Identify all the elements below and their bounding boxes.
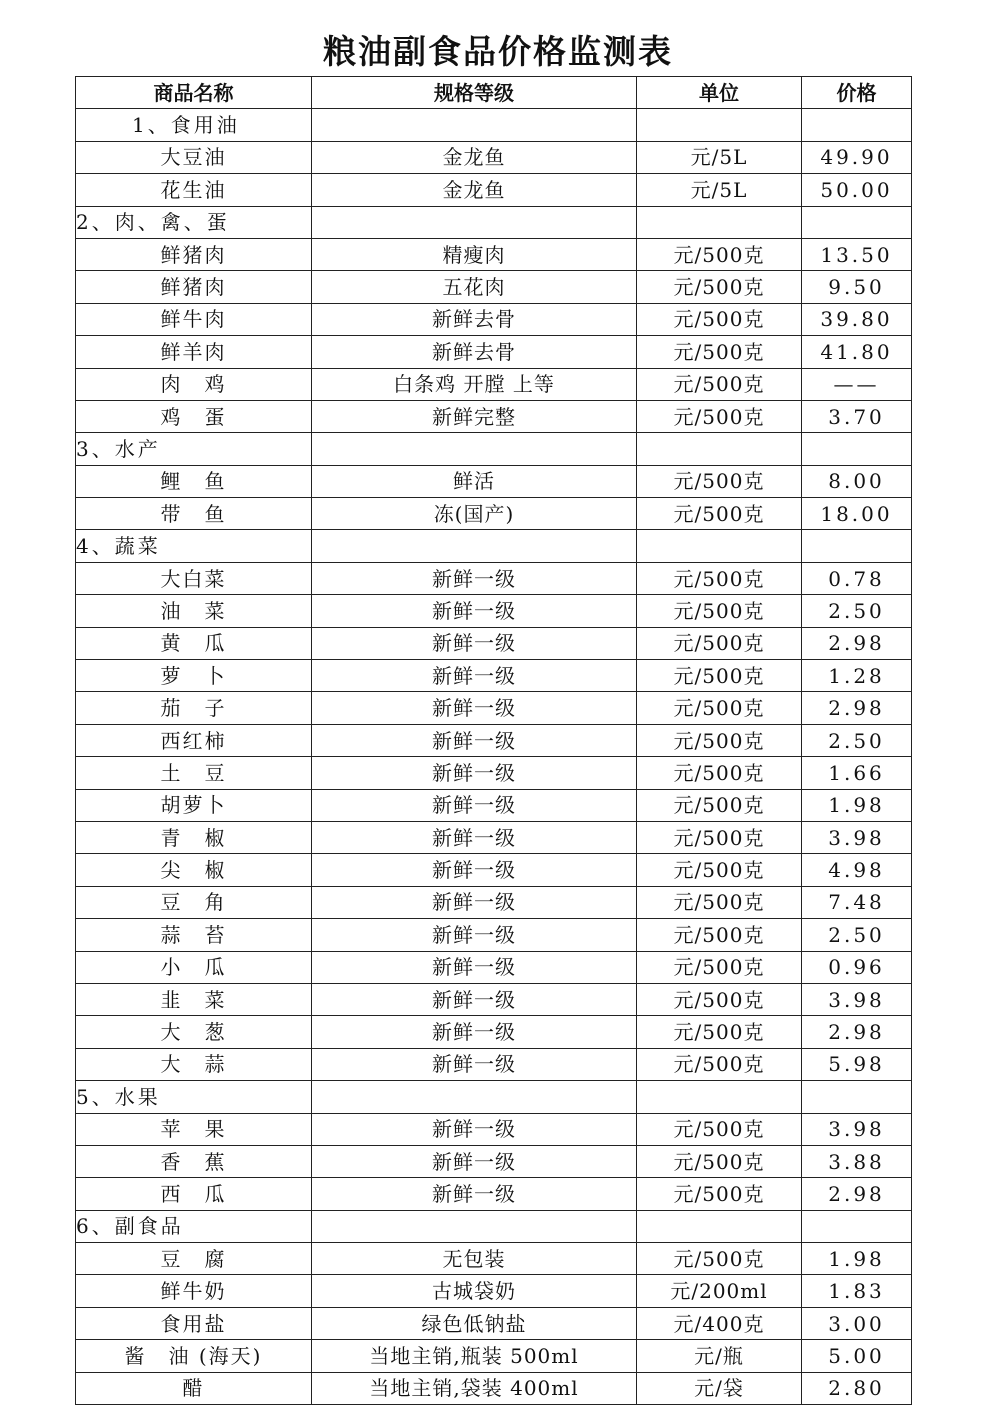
item-spec: 新鲜一级 xyxy=(312,692,637,724)
item-spec: 新鲜一级 xyxy=(312,757,637,789)
item-unit: 元/500克 xyxy=(637,660,802,692)
item-unit: 元/5L xyxy=(637,174,802,206)
item-name: 带 鱼 xyxy=(76,498,312,530)
item-spec: 新鲜一级 xyxy=(312,1016,637,1048)
item-spec: 精瘦肉 xyxy=(312,238,637,270)
header-price: 价格 xyxy=(802,77,912,109)
table-row xyxy=(76,336,912,368)
table-row xyxy=(76,983,912,1015)
item-name: 青 椒 xyxy=(76,821,312,853)
item-name: 茄 子 xyxy=(76,692,312,724)
table-row xyxy=(76,854,912,886)
item-unit: 元/500克 xyxy=(637,1048,802,1080)
item-price: 5.00 xyxy=(802,1340,912,1372)
item-price: 2.50 xyxy=(802,919,912,951)
table-row xyxy=(76,627,912,659)
item-spec: 新鲜一级 xyxy=(312,1145,637,1177)
item-price: 3.98 xyxy=(802,821,912,853)
item-unit: 元/500克 xyxy=(637,1016,802,1048)
item-spec: 新鲜去骨 xyxy=(312,336,637,368)
item-price: 2.98 xyxy=(802,1178,912,1210)
category-row xyxy=(76,109,912,141)
item-name: 韭 菜 xyxy=(76,983,312,1015)
item-unit: 元/500克 xyxy=(637,336,802,368)
table-row xyxy=(76,1113,912,1145)
category-row xyxy=(76,433,912,465)
item-name: 鸡 蛋 xyxy=(76,400,312,432)
item-name: 西 瓜 xyxy=(76,1178,312,1210)
empty-cell xyxy=(312,206,637,238)
price-table xyxy=(75,76,912,1405)
item-price: 2.50 xyxy=(802,595,912,627)
item-price: 4.98 xyxy=(802,854,912,886)
item-name: 大豆油 xyxy=(76,141,312,173)
table-row xyxy=(76,1307,912,1339)
header-unit: 单位 xyxy=(637,77,802,109)
item-unit: 元/500克 xyxy=(637,465,802,497)
item-name: 胡萝卜 xyxy=(76,789,312,821)
category-row xyxy=(76,1210,912,1242)
table-row xyxy=(76,1145,912,1177)
item-price: —— xyxy=(802,368,912,400)
item-price: 1.98 xyxy=(802,789,912,821)
item-price: 0.96 xyxy=(802,951,912,983)
table-row xyxy=(76,821,912,853)
empty-cell xyxy=(637,1210,802,1242)
item-price: 3.98 xyxy=(802,1113,912,1145)
empty-cell xyxy=(637,433,802,465)
item-price: 49.90 xyxy=(802,141,912,173)
table-row xyxy=(76,1275,912,1307)
empty-cell xyxy=(637,530,802,562)
item-spec: 新鲜一级 xyxy=(312,1178,637,1210)
header-row xyxy=(76,77,912,109)
item-name: 香 蕉 xyxy=(76,1145,312,1177)
item-name: 鲜牛奶 xyxy=(76,1275,312,1307)
item-spec: 新鲜一级 xyxy=(312,1113,637,1145)
table-row xyxy=(76,174,912,206)
item-price: 1.28 xyxy=(802,660,912,692)
empty-cell xyxy=(802,206,912,238)
item-price: 50.00 xyxy=(802,174,912,206)
item-price: 2.98 xyxy=(802,1016,912,1048)
item-price: 9.50 xyxy=(802,271,912,303)
table-row xyxy=(76,951,912,983)
item-name: 鲤 鱼 xyxy=(76,465,312,497)
item-unit: 元/500克 xyxy=(637,951,802,983)
item-name: 鲜牛肉 xyxy=(76,303,312,335)
item-unit: 元/500克 xyxy=(637,400,802,432)
table-row xyxy=(76,1178,912,1210)
item-unit: 元/200ml xyxy=(637,1275,802,1307)
header-name: 商品名称 xyxy=(76,77,312,109)
item-name: 豆 角 xyxy=(76,886,312,918)
table-row xyxy=(76,724,912,756)
empty-cell xyxy=(802,433,912,465)
item-spec: 新鲜一级 xyxy=(312,789,637,821)
empty-cell xyxy=(312,530,637,562)
item-spec: 金龙鱼 xyxy=(312,141,637,173)
item-spec: 新鲜一级 xyxy=(312,1048,637,1080)
table-row xyxy=(76,692,912,724)
category-label: 2、肉、禽、蛋 xyxy=(76,206,312,238)
item-unit: 元/500克 xyxy=(637,789,802,821)
item-spec: 当地主销,瓶装 500ml xyxy=(312,1340,637,1372)
empty-cell xyxy=(802,1081,912,1113)
category-label: 6、副食品 xyxy=(76,1210,312,1242)
item-unit: 元/瓶 xyxy=(637,1340,802,1372)
item-name: 酱 油 (海天) xyxy=(76,1340,312,1372)
item-spec: 新鲜一级 xyxy=(312,983,637,1015)
empty-cell xyxy=(637,109,802,141)
item-price: 1.66 xyxy=(802,757,912,789)
item-unit: 元/500克 xyxy=(637,983,802,1015)
item-unit: 元/500克 xyxy=(637,1113,802,1145)
item-unit: 元/袋 xyxy=(637,1372,802,1404)
table-row xyxy=(76,400,912,432)
item-unit: 元/500克 xyxy=(637,271,802,303)
item-name: 油 菜 xyxy=(76,595,312,627)
item-spec: 新鲜一级 xyxy=(312,821,637,853)
item-unit: 元/500克 xyxy=(637,724,802,756)
item-name: 大 蒜 xyxy=(76,1048,312,1080)
table-row xyxy=(76,238,912,270)
item-spec: 鲜活 xyxy=(312,465,637,497)
item-name: 鲜羊肉 xyxy=(76,336,312,368)
item-price: 3.98 xyxy=(802,983,912,1015)
item-name: 小 瓜 xyxy=(76,951,312,983)
item-price: 2.98 xyxy=(802,692,912,724)
item-name: 蒜 苔 xyxy=(76,919,312,951)
table-row xyxy=(76,886,912,918)
item-name: 花生油 xyxy=(76,174,312,206)
item-unit: 元/500克 xyxy=(637,595,802,627)
category-label: 5、水果 xyxy=(76,1081,312,1113)
table-row xyxy=(76,1243,912,1275)
item-price: 39.80 xyxy=(802,303,912,335)
item-unit: 元/500克 xyxy=(637,238,802,270)
item-name: 黄 瓜 xyxy=(76,627,312,659)
table-row xyxy=(76,660,912,692)
item-name: 豆 腐 xyxy=(76,1243,312,1275)
item-name: 肉 鸡 xyxy=(76,368,312,400)
item-spec: 新鲜一级 xyxy=(312,562,637,594)
category-row xyxy=(76,206,912,238)
item-unit: 元/500克 xyxy=(637,1145,802,1177)
item-price: 8.00 xyxy=(802,465,912,497)
item-price: 3.88 xyxy=(802,1145,912,1177)
page-title: 粮油副食品价格监测表 xyxy=(323,32,673,71)
item-price: 1.83 xyxy=(802,1275,912,1307)
item-spec: 新鲜一级 xyxy=(312,724,637,756)
table-row xyxy=(76,141,912,173)
table-row xyxy=(76,1340,912,1372)
item-unit: 元/500克 xyxy=(637,498,802,530)
item-price: 18.00 xyxy=(802,498,912,530)
table-row xyxy=(76,303,912,335)
item-name: 食用盐 xyxy=(76,1307,312,1339)
item-spec: 古城袋奶 xyxy=(312,1275,637,1307)
item-spec: 新鲜一级 xyxy=(312,854,637,886)
table-row xyxy=(76,789,912,821)
item-price: 2.80 xyxy=(802,1372,912,1404)
item-name: 萝 卜 xyxy=(76,660,312,692)
item-spec: 新鲜去骨 xyxy=(312,303,637,335)
item-spec: 新鲜一级 xyxy=(312,627,637,659)
table-row xyxy=(76,1016,912,1048)
table-row xyxy=(76,368,912,400)
item-name: 西红柿 xyxy=(76,724,312,756)
item-spec: 新鲜完整 xyxy=(312,400,637,432)
category-label: 1、食用油 xyxy=(76,109,312,141)
item-spec: 冻(国产) xyxy=(312,498,637,530)
item-price: 41.80 xyxy=(802,336,912,368)
table-row xyxy=(76,919,912,951)
item-price: 7.48 xyxy=(802,886,912,918)
item-unit: 元/400克 xyxy=(637,1307,802,1339)
item-spec: 白条鸡 开膛 上等 xyxy=(312,368,637,400)
header-spec: 规格等级 xyxy=(312,77,637,109)
item-unit: 元/500克 xyxy=(637,919,802,951)
category-row xyxy=(76,1081,912,1113)
item-unit: 元/500克 xyxy=(637,821,802,853)
category-label: 3、水产 xyxy=(76,433,312,465)
category-label: 4、蔬菜 xyxy=(76,530,312,562)
item-name: 尖 椒 xyxy=(76,854,312,886)
empty-cell xyxy=(802,1210,912,1242)
table-row xyxy=(76,271,912,303)
item-spec: 新鲜一级 xyxy=(312,660,637,692)
item-unit: 元/500克 xyxy=(637,854,802,886)
item-spec: 新鲜一级 xyxy=(312,951,637,983)
table-row xyxy=(76,1048,912,1080)
item-name: 大白菜 xyxy=(76,562,312,594)
category-row xyxy=(76,530,912,562)
empty-cell xyxy=(637,1081,802,1113)
item-spec: 无包装 xyxy=(312,1243,637,1275)
item-spec: 五花肉 xyxy=(312,271,637,303)
item-price: 3.00 xyxy=(802,1307,912,1339)
empty-cell xyxy=(637,206,802,238)
item-unit: 元/5L xyxy=(637,141,802,173)
item-price: 2.98 xyxy=(802,627,912,659)
empty-cell xyxy=(802,530,912,562)
item-unit: 元/500克 xyxy=(637,627,802,659)
item-unit: 元/500克 xyxy=(637,562,802,594)
item-spec: 新鲜一级 xyxy=(312,595,637,627)
item-name: 大 葱 xyxy=(76,1016,312,1048)
item-unit: 元/500克 xyxy=(637,757,802,789)
table-row xyxy=(76,757,912,789)
item-name: 土 豆 xyxy=(76,757,312,789)
table-body xyxy=(76,109,912,1405)
item-unit: 元/500克 xyxy=(637,692,802,724)
item-name: 醋 xyxy=(76,1372,312,1404)
empty-cell xyxy=(802,109,912,141)
item-price: 0.78 xyxy=(802,562,912,594)
empty-cell xyxy=(312,433,637,465)
item-unit: 元/500克 xyxy=(637,886,802,918)
item-price: 3.70 xyxy=(802,400,912,432)
empty-cell xyxy=(312,1210,637,1242)
empty-cell xyxy=(312,109,637,141)
item-unit: 元/500克 xyxy=(637,1243,802,1275)
item-price: 1.98 xyxy=(802,1243,912,1275)
item-name: 苹 果 xyxy=(76,1113,312,1145)
item-unit: 元/500克 xyxy=(637,1178,802,1210)
item-spec: 当地主销,袋装 400ml xyxy=(312,1372,637,1404)
table-row xyxy=(76,562,912,594)
item-price: 2.50 xyxy=(802,724,912,756)
table-row xyxy=(76,465,912,497)
item-spec: 新鲜一级 xyxy=(312,919,637,951)
item-price: 5.98 xyxy=(802,1048,912,1080)
item-spec: 金龙鱼 xyxy=(312,174,637,206)
empty-cell xyxy=(312,1081,637,1113)
table-row xyxy=(76,498,912,530)
item-name: 鲜猪肉 xyxy=(76,238,312,270)
item-spec: 绿色低钠盐 xyxy=(312,1307,637,1339)
item-unit: 元/500克 xyxy=(637,303,802,335)
table-row xyxy=(76,595,912,627)
item-price: 13.50 xyxy=(802,238,912,270)
item-unit: 元/500克 xyxy=(637,368,802,400)
item-spec: 新鲜一级 xyxy=(312,886,637,918)
item-name: 鲜猪肉 xyxy=(76,271,312,303)
